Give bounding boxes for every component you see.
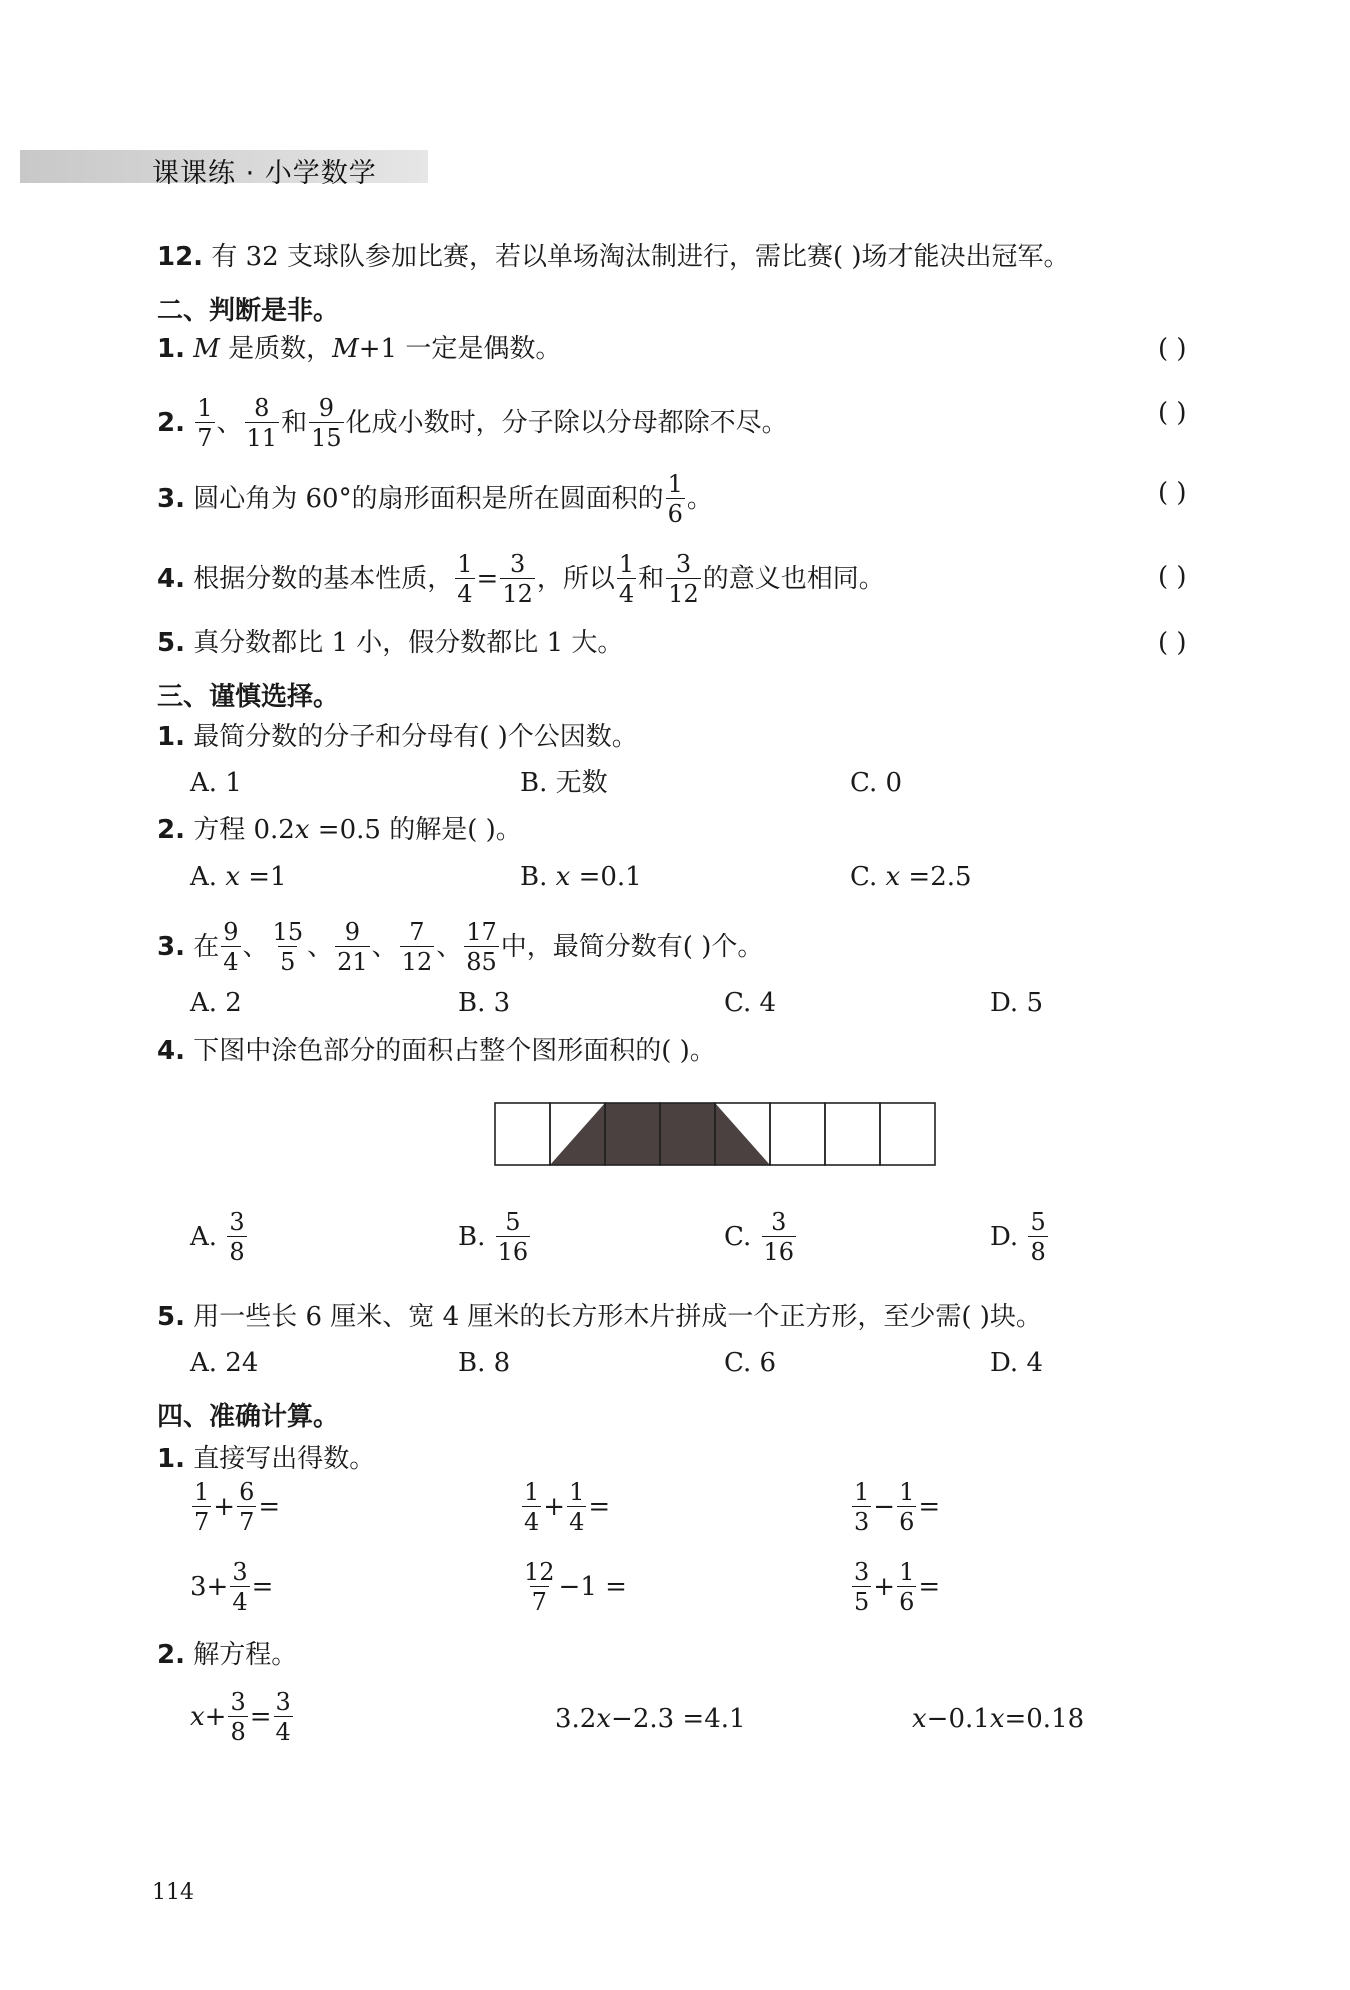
- fraction: $\frac{15}{5}$: [272, 918, 304, 976]
- choice-question-2: 2. 方程 0.2x =0.5 的解是( )。: [157, 815, 522, 845]
- option-c[interactable]: C. 4: [724, 988, 777, 1018]
- option-a[interactable]: A. 2: [190, 988, 242, 1018]
- judge-item-5: 5. 真分数都比 1 小，假分数都比 1 大。: [157, 628, 624, 658]
- fraction: $\frac{8}{11}$: [246, 394, 278, 452]
- option-d[interactable]: D. 5: [990, 988, 1043, 1018]
- fraction-list: $\frac{9}{4}$ 、 $\frac{15}{5}$ 、 $\frac{9}{21}$ 、 $\frac{7}{12}$ 、 $\frac{17}{85}$: [223, 918, 497, 976]
- fraction: $\frac{3}{8}$: [229, 1208, 245, 1266]
- answer-paren[interactable]: ( ): [1158, 478, 1187, 508]
- choice-question-5: 5. 用一些长 6 厘米、宽 4 厘米的长方形木片拼成一个正方形，至少需( )块。: [157, 1302, 1042, 1332]
- equation: x −0.1 x =0.18: [912, 1704, 1085, 1734]
- expression: $\frac{3}{5}$ + $\frac{1}{6}$ =: [854, 1558, 941, 1616]
- section-choice-title: 三、谨慎选择。: [157, 682, 340, 712]
- fraction: $\frac{1}{7}$: [197, 394, 213, 452]
- equation: x + $\frac{3}{8}$ = $\frac{3}{4}$: [190, 1688, 291, 1746]
- option-a[interactable]: A. $\frac{3}{8}$: [190, 1208, 245, 1266]
- option-d[interactable]: D. 4: [990, 1348, 1043, 1378]
- option-b[interactable]: B. $\frac{5}{16}$: [458, 1208, 529, 1266]
- fraction: $\frac{5}{8}$: [1030, 1208, 1046, 1266]
- option-b[interactable]: B. 8: [458, 1348, 511, 1378]
- calc-question-1: 1. 直接写出得数。: [157, 1444, 376, 1474]
- option-b[interactable]: B. x =0.1: [520, 862, 642, 892]
- fraction: $\frac{17}{85}$: [466, 918, 497, 976]
- fraction: $\frac{9}{15}$: [311, 394, 342, 452]
- calc-question-2: 2. 解方程。: [157, 1640, 298, 1670]
- fraction: $\frac{1}{4}$: [618, 550, 635, 608]
- answer-paren[interactable]: ( ): [1158, 562, 1187, 592]
- grid-cell: [880, 1103, 935, 1165]
- fraction: $\frac{7}{12}$: [401, 918, 433, 976]
- equation: 3.2 x −2.3 =4.1: [555, 1704, 746, 1734]
- fraction: $\frac{5}{16}$: [497, 1208, 529, 1266]
- option-c[interactable]: C. $\frac{3}{16}$: [724, 1208, 795, 1266]
- judge-item-1: 1. M 是质数，M+1 一定是偶数。: [157, 334, 562, 364]
- option-b[interactable]: B. 3: [458, 988, 511, 1018]
- grid-cell: [825, 1103, 880, 1165]
- expression: $\frac{1}{3}$ − $\frac{1}{6}$ =: [854, 1478, 941, 1536]
- fraction: $\frac{9}{21}$: [337, 918, 368, 976]
- fraction: $\frac{3}{16}$: [763, 1208, 795, 1266]
- fraction: $\frac{1}{6}$: [667, 470, 683, 528]
- option-d[interactable]: D. $\frac{5}{8}$: [990, 1208, 1046, 1266]
- choice-question-4: 4. 下图中涂色部分的面积占整个图形面积的( )。: [157, 1036, 716, 1066]
- fraction: $\frac{3}{12}$: [502, 550, 533, 608]
- section-calc-title: 四、准确计算。: [157, 1402, 340, 1432]
- grid-cell: [495, 1103, 550, 1165]
- judge-item-2: 2. $\frac{1}{7}$ 、 $\frac{8}{11}$ 和 $\frac{9}{15}$ 化成小数时，分子除以分母都除不尽。: [157, 394, 788, 452]
- option-b[interactable]: B. 无数: [520, 768, 608, 798]
- option-c[interactable]: C. 0: [850, 768, 903, 798]
- question-12: 12. 有 32 支球队参加比赛，若以单场淘汰制进行，需比赛( )场才能决出冠军。: [157, 242, 1070, 272]
- option-a[interactable]: A. 24: [190, 1348, 259, 1378]
- choice-question-3: 3. 在 $\frac{9}{4}$ 、 $\frac{15}{5}$ 、 $\frac{9}{21}$ 、 $\frac{7}{12}$ 、 $\frac{17}{85}$ 中，最简分数有( )个。: [157, 918, 764, 976]
- answer-paren[interactable]: ( ): [1158, 628, 1187, 658]
- section-judge-title: 二、判断是非。: [157, 296, 340, 326]
- page-number: 114: [152, 1880, 194, 1905]
- fraction: $\frac{3}{12}$: [668, 550, 699, 608]
- expression: $\frac{1}{7}$ + $\frac{6}{7}$ =: [194, 1478, 281, 1536]
- expression: $\frac{12}{7}$ −1 =: [524, 1558, 627, 1616]
- option-a[interactable]: A. 1: [190, 768, 242, 798]
- fraction: $\frac{1}{4}$: [457, 550, 473, 608]
- judge-item-3: 3. 圆心角为 60°的扇形面积是所在圆面积的 $\frac{1}{6}$ 。: [157, 470, 713, 528]
- answer-paren[interactable]: ( ): [1158, 334, 1187, 364]
- option-a[interactable]: A. x =1: [190, 862, 287, 892]
- judge-item-4: 4. 根据分数的基本性质， $\frac{1}{4}$ = $\frac{3}{12}$ ，所以 $\frac{1}{4}$ 和 $\frac{3}{12}$ 的意义也相同。: [157, 550, 885, 608]
- book-title: 课课练 · 小学数学: [152, 158, 377, 189]
- shaded-trapezoid-diagram: [493, 1100, 937, 1168]
- option-c[interactable]: C. x =2.5: [850, 862, 972, 892]
- grid-cell: [770, 1103, 825, 1165]
- option-c[interactable]: C. 6: [724, 1348, 777, 1378]
- choice-question-1: 1. 最简分数的分子和分母有( )个公因数。: [157, 722, 638, 752]
- answer-paren[interactable]: ( ): [1158, 398, 1187, 428]
- fraction: $\frac{9}{4}$: [223, 918, 239, 976]
- expression: $\frac{1}{4}$ + $\frac{1}{4}$ =: [524, 1478, 611, 1536]
- expression: 3+ $\frac{3}{4}$ =: [190, 1558, 274, 1616]
